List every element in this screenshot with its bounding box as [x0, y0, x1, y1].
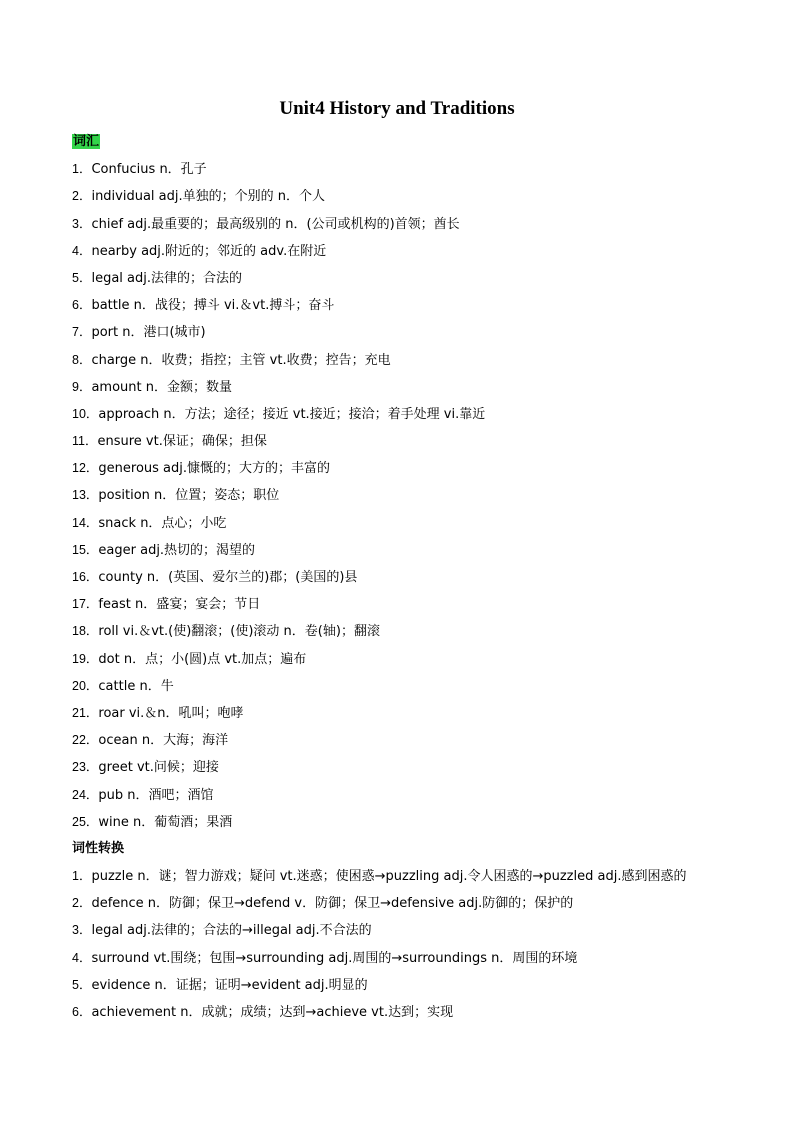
item-text: individual adj.单独的；个别的 n．个人: [91, 189, 326, 205]
item-number: 8．: [72, 352, 92, 367]
item-text: evidence n．证据；证明→evident adj.明显的: [91, 977, 368, 993]
item-number: 6．: [72, 298, 92, 313]
list-item: [72, 185, 752, 212]
item-text: wine n．葡萄酒；果酒: [98, 814, 233, 830]
item-number: 1．: [72, 869, 92, 884]
list-item: [72, 349, 752, 376]
item-text: eager adj.热切的；渴望的: [98, 542, 256, 558]
item-number: 2．: [72, 896, 92, 911]
item-number: 6．: [72, 1005, 92, 1019]
item-number: 9．: [72, 379, 92, 394]
item-text: puzzle n．谜；智力游戏；疑问 vt.迷惑；使困惑→puzzling adj.令人困惑的→puzzled adj.感到困惑的: [91, 869, 687, 885]
list-item: [72, 811, 752, 838]
section-heading-vocabulary: [72, 131, 752, 158]
item-text: position n．位置；姿态；职位: [98, 488, 280, 504]
list-item: [72, 430, 752, 457]
list-item: [72, 593, 752, 620]
item-number: 16．: [72, 570, 99, 584]
item-number: 4．: [72, 950, 92, 965]
item-number: 7．: [72, 325, 92, 340]
section-heading-word-conversion: [72, 838, 752, 865]
list-item: [72, 267, 752, 294]
item-number: 21．: [72, 705, 99, 720]
list-item: [72, 892, 752, 919]
list-item: [72, 784, 752, 811]
list-item: [72, 566, 752, 593]
list-item: [72, 648, 752, 675]
item-number: 4．: [72, 243, 92, 258]
list-item: [72, 702, 752, 729]
item-text: achievement n．成就；成绩；达到→achieve vt.达到；实现: [91, 1005, 454, 1020]
list-item: [72, 376, 752, 403]
document-content: [72, 131, 752, 1028]
list-item: [72, 539, 752, 566]
item-number: 12．: [72, 461, 99, 476]
word-conversion-label: 词性转换: [72, 840, 125, 856]
item-text: ocean n．大海；海洋: [98, 733, 229, 749]
item-number: 10．: [72, 406, 99, 421]
item-number: 19．: [72, 651, 99, 666]
item-number: 5．: [72, 977, 92, 992]
item-number: 17．: [72, 597, 99, 612]
item-text: cattle n．牛: [98, 678, 174, 694]
item-text: greet vt.问候；迎接: [98, 760, 219, 776]
item-text: port n．港口(城市): [91, 325, 206, 341]
list-item: [72, 158, 752, 185]
item-text: chief adj.最重要的；最高级别的 n．(公司或机构的)首领；酋长: [91, 216, 460, 232]
item-text: nearby adj.附近的；邻近的 adv.在附近: [91, 243, 327, 259]
list-item: [72, 457, 752, 484]
list-item: [72, 512, 752, 539]
list-item: [72, 620, 752, 647]
list-item: [72, 1001, 752, 1028]
list-item: [72, 865, 752, 892]
item-number: 5．: [72, 270, 92, 285]
list-item: [72, 947, 752, 974]
item-number: 3．: [72, 216, 92, 231]
item-text: amount n．金额；数量: [91, 379, 232, 395]
item-number: 20．: [72, 678, 99, 693]
item-number: 22．: [72, 733, 99, 748]
item-number: 25．: [72, 814, 99, 829]
list-item: [72, 974, 752, 1001]
item-text: legal adj.法律的；合法的→illegal adj.不合法的: [91, 923, 372, 939]
item-number: 14．: [72, 515, 99, 530]
item-text: roar vi.＆n．吼叫；咆哮: [98, 705, 244, 721]
item-text: ensure vt.保证；确保；担保: [97, 434, 267, 450]
item-number: 15．: [72, 542, 99, 557]
item-text: county n．(英国、爱尔兰的)郡；(美国的)县: [98, 570, 358, 585]
item-text: dot n．点；小(圆)点 vt.加点；遍布: [98, 651, 307, 667]
list-item: [72, 403, 752, 430]
item-number: 11．: [72, 434, 98, 449]
item-text: battle n．战役；搏斗 vi.＆vt.搏斗；奋斗: [91, 298, 335, 314]
vocabulary-list: [72, 158, 752, 838]
item-text: defence n．防御；保卫→defend v．防御；保卫→defensive adj.防御的；保护的: [91, 896, 574, 912]
item-text: approach n．方法；途径；接近 vt.接近；接洽；着手处理 vi.靠近: [98, 406, 486, 422]
list-item: [72, 294, 752, 321]
item-text: Confucius n．孔子: [91, 162, 207, 178]
item-text: generous adj.慷慨的；大方的；丰富的: [98, 461, 331, 477]
item-text: roll vi.＆vt.(使)翻滚；(使)滚动 n．卷(轴)；翻滚: [98, 624, 380, 640]
item-text: pub n．酒吧；酒馆: [98, 787, 214, 803]
item-number: 13．: [72, 488, 99, 503]
item-text: charge n．收费；指控；主管 vt.收费；控告；充电: [91, 352, 391, 368]
vocabulary-label: 词汇: [73, 134, 100, 149]
list-item: [72, 240, 752, 267]
item-number: 23．: [72, 760, 99, 775]
list-item: [72, 675, 752, 702]
item-text: legal adj.法律的；合法的: [91, 270, 242, 286]
list-item: [72, 213, 752, 240]
word-conversion-list: [72, 865, 752, 1028]
page-title: Unit4 History and Traditions: [279, 98, 515, 119]
item-number: 18．: [72, 624, 99, 639]
item-text: surround vt.围绕；包围→surrounding adj.周围的→surroundings n．周围的环境: [91, 950, 578, 966]
list-item: [72, 756, 752, 783]
item-number: 24．: [72, 787, 99, 802]
item-number: 1．: [72, 162, 92, 177]
item-number: 3．: [72, 923, 92, 938]
list-item: [72, 729, 752, 756]
list-item: [72, 919, 752, 946]
list-item: [72, 484, 752, 511]
list-item: [72, 321, 752, 348]
item-number: 2．: [72, 189, 92, 204]
item-text: snack n．点心；小吃: [98, 515, 227, 531]
item-text: feast n．盛宴；宴会；节日: [98, 597, 261, 613]
